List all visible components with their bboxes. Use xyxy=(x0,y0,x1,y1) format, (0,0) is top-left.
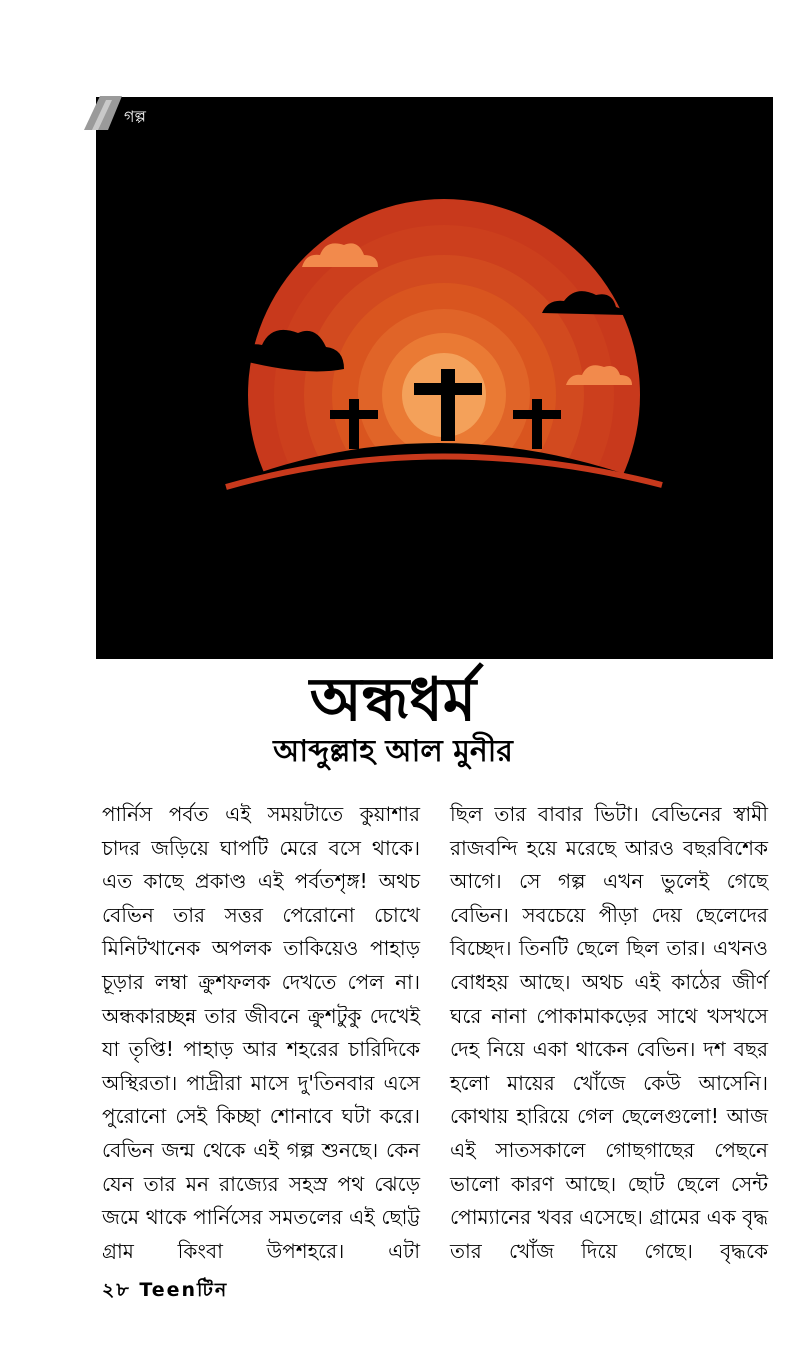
page-footer xyxy=(102,1276,228,1308)
crosses-sunset-illustration xyxy=(96,97,773,659)
hero-illustration xyxy=(96,97,773,659)
tag-marker-icon xyxy=(80,92,124,134)
magazine-name: Teenটিন xyxy=(139,1279,229,1301)
page-number: ২৮ xyxy=(102,1279,131,1301)
article-column-left xyxy=(102,798,420,1268)
section-tag xyxy=(80,92,200,134)
body-paragraph: পার্নিস পর্বত এই সময়টাতে কুয়াশার চাদর জড়িয়ে ঘাপটি মেরে বসে থাকে। এত কাছে প্রকাণ্ড এই পর্বতশৃঙ্গ! অথচ বেভিন তার সত্তর পেরোনো চোখে মিনিটখানেক অপলক তাকিয়েও পাহাড় চূড়ার লম্বা ক্রুশফলক দেখতে পেল না। অন্ধকারচ্ছন্ন তার জীবনে ক্রুশটুকু দেখেই যা তৃপ্তি! পাহাড় আর শহরের চারিদিকে অস্থিরতা। পাদ্রীরা মাসে দু'তিনবার এসে পুরোনো সেই কিচ্ছা শোনাবে ঘটা করে। বেভিন জন্ম থেকে এই গল্প শুনছে। কেন যেন তার মন রাজ্যের সহস্র পথ ঝেড়ে জমে থাকে পার্নিসের সমতলের এই ছোট্ট গ্রাম কিংবা উপশহরে। এটা xyxy=(102,802,420,1263)
section-label: গল্প xyxy=(124,107,146,126)
article-author: আব্দুল্লাহ আল মুনীর xyxy=(273,734,513,769)
article-column-right xyxy=(450,798,768,1268)
body-paragraph: ছিল তার বাবার ভিটা। বেভিনের স্বামী রাজবন্দি হয়ে মরেছে আরও বছরবিশেক আগে। সে গল্প এখন ভুলেই গেছে বেভিন। সবচেয়ে পীড়া দেয় ছেলেদের বিচ্ছেদ। তিনটি ছেলে ছিল তার। এখনও বোধহয় আছে। অথচ এই কাঠের জীর্ণ ঘরে নানা পোকামাকড়ের সাথে খসখসে দেহ নিয়ে একা থাকেন বেভিন। দশ বছর হলো মায়ের খোঁজে কেউ আসেনি। কোথায় হারিয়ে গেল ছেলেগুলো! আজ এই সাতসকালে গোছগাছের পেছনে ভালো কারণ আছে। ছোট ছেলে সেন্ট পোম্যানের খবর এসেছে। গ্রামের এক বৃদ্ধ তার খোঁজ দিয়ে গেছে। বৃদ্ধকে xyxy=(450,802,768,1263)
article-title: অন্ধধর্ম xyxy=(309,665,477,735)
